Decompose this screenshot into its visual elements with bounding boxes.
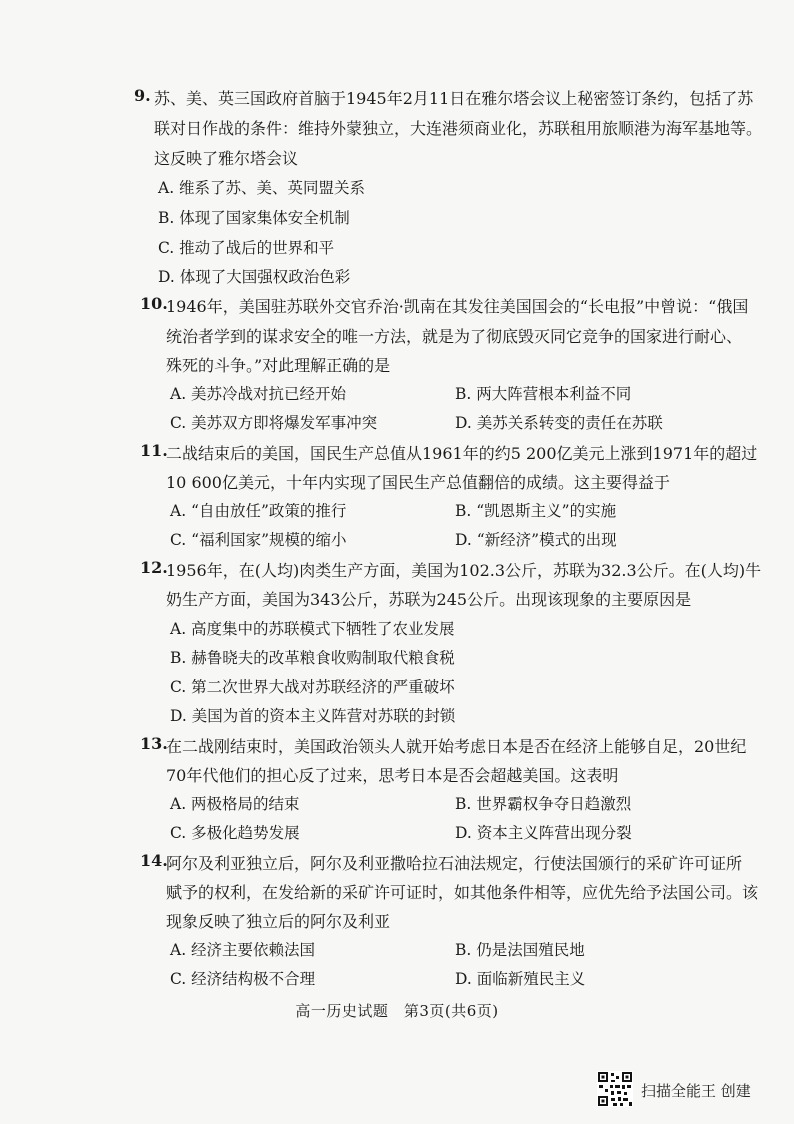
option-c: C. 经济结构极不合理 xyxy=(170,970,316,988)
question-text-line: 70年代他们的担心反了过来，思考日本是否会超越美国。这表明 xyxy=(166,766,619,785)
question-text-line: 现象反映了独立后的阿尔及利亚 xyxy=(166,912,391,931)
question-number: 10. xyxy=(140,294,168,313)
question-text-line: 这反映了雅尔塔会议 xyxy=(154,149,299,168)
question-number: 14. xyxy=(140,851,168,870)
question-text-line: 在二战刚结束时，美国政治领头人就开始考虑日本是否在经济上能够自足，20世纪 xyxy=(166,737,747,756)
question-number: 11. xyxy=(140,441,168,460)
question-text-line: 赋予的权利，在发给新的采矿许可证时，如其他条件相等，应优先给予法国公司。该 xyxy=(166,883,759,902)
option-c: C. 第二次世界大战对苏联经济的严重破坏 xyxy=(170,678,455,696)
option-d: D. 美苏关系转变的责任在苏联 xyxy=(455,414,663,432)
option-b: B. “凯恩斯主义”的实施 xyxy=(455,502,617,520)
option-a: A. “自由放任”政策的推行 xyxy=(170,502,347,520)
question-text-line: 奶生产方面，美国为343公斤，苏联为245公斤。出现该现象的主要原因是 xyxy=(166,590,692,609)
option-c: C. 推动了战后的世界和平 xyxy=(158,239,335,257)
question-text-line: 殊死的斗争。”对此理解正确的是 xyxy=(166,356,391,375)
question-text-line: 苏、美、英三国政府首脑于1945年2月11日在雅尔塔会议上秘密签订条约，包括了苏 xyxy=(154,89,754,108)
qr-code-icon xyxy=(597,1071,633,1107)
option-b: B. 仍是法国殖民地 xyxy=(455,941,585,959)
question-text-line: 联对日作战的条件：维持外蒙独立，大连港须商业化，苏联租用旅顺港为海军基地等。 xyxy=(154,119,763,138)
option-a: A. 美苏冷战对抗已经开始 xyxy=(170,385,347,403)
option-d: D. 面临新殖民主义 xyxy=(455,970,586,988)
option-b: B. 两大阵营根本利益不同 xyxy=(455,385,632,403)
question-number: 12. xyxy=(140,558,168,577)
question-text-line: 1956年，在(人均)肉类生产方面，美国为102.3公斤，苏联为32.3公斤。在(人均)牛 xyxy=(166,561,762,580)
option-b: B. 世界霸权争夺日趋激烈 xyxy=(455,795,632,813)
option-a: A. 经济主要依赖法国 xyxy=(170,941,316,959)
option-a: A. 高度集中的苏联模式下牺牲了农业发展 xyxy=(170,620,455,638)
question-text-line: 10 600亿美元，十年内实现了国民生产总值翻倍的成绩。这主要得益于 xyxy=(166,473,670,492)
question-text-line: 统治者学到的谋求安全的唯一方法，就是为了彻底毁灭同它竞争的国家进行耐心、 xyxy=(166,327,743,346)
option-c: C. 多极化趋势发展 xyxy=(170,824,300,842)
page-footer: 高一历史试题 第3页(共6页) xyxy=(295,1002,499,1020)
question-text-line: 阿尔及利亚独立后，阿尔及利亚撒哈拉石油法规定，行使法国颁行的采矿许可证所 xyxy=(166,854,743,873)
question-number: 13. xyxy=(140,734,168,753)
option-d: D. 资本主义阵营出现分裂 xyxy=(455,824,632,842)
watermark-brand: 扫描全能王 创建 xyxy=(641,1082,751,1100)
question-text-line: 二战结束后的美国，国民生产总值从1961年的约5 200亿美元上涨到1971年的超过 xyxy=(166,444,758,463)
option-d: D. “新经济”模式的出现 xyxy=(455,531,617,549)
option-c: C. 美苏双方即将爆发军事冲突 xyxy=(170,414,378,432)
question-number: 9. xyxy=(134,86,151,105)
question-text-line: 1946年，美国驻苏联外交官乔治·凯南在其发往美国国会的“长电报”中曾说：“俄国 xyxy=(166,297,749,316)
option-b: B. 赫鲁晓夫的改革粮食收购制取代粮食税 xyxy=(170,649,455,667)
option-b: B. 体现了国家集体安全机制 xyxy=(158,209,350,227)
option-a: A. 维系了苏、美、英同盟关系 xyxy=(158,179,366,197)
option-c: C. “福利国家”规模的缩小 xyxy=(170,531,347,549)
option-d: D. 体现了大国强权政治色彩 xyxy=(158,268,351,286)
option-a: A. 两极格局的结束 xyxy=(170,795,300,813)
option-d: D. 美国为首的资本主义阵营对苏联的封锁 xyxy=(170,707,456,725)
